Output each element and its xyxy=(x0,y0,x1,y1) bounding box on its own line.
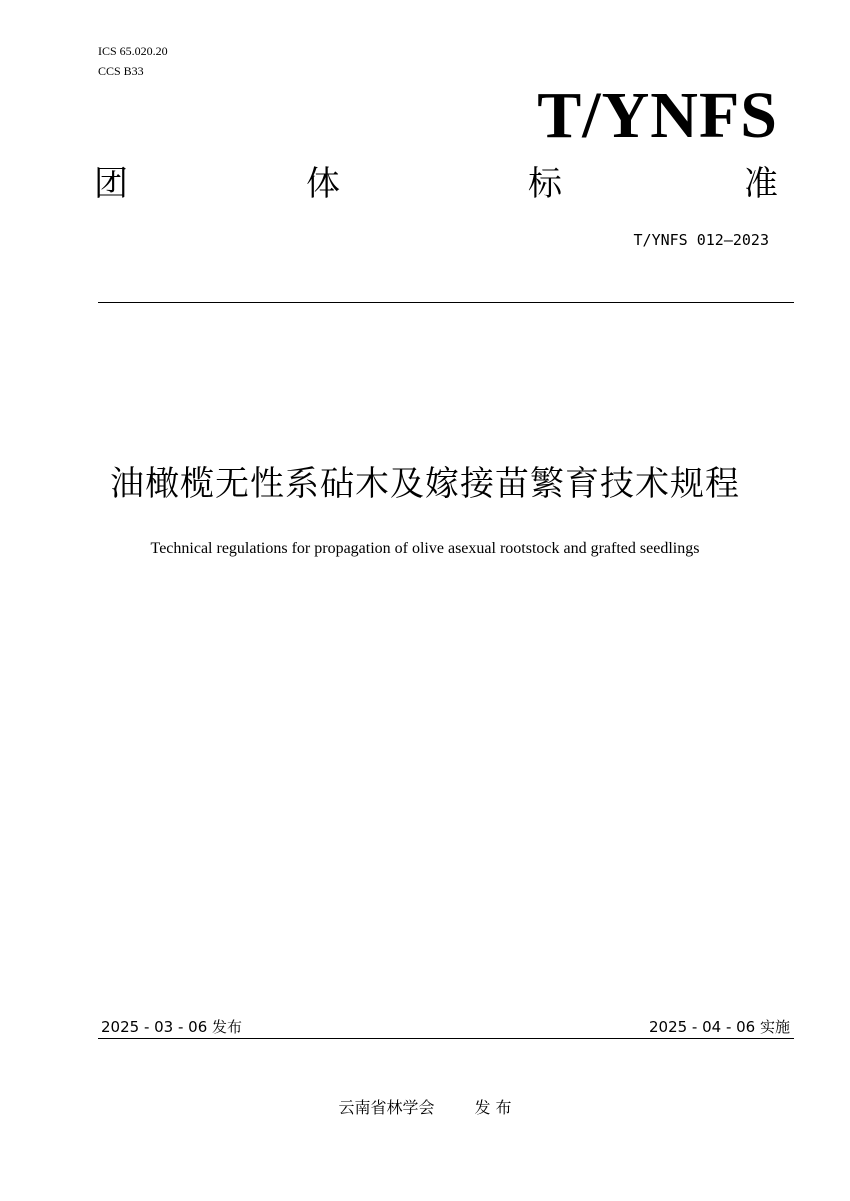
ccs-code: CCS B33 xyxy=(98,64,144,78)
document-title-english: Technical regulations for propagation of olive asexual rootstock and grafted seedlings xyxy=(150,540,700,557)
standard-number: T/YNFS 012—2023 xyxy=(633,231,769,249)
publish-date: 2025 - 03 - 06 发布 xyxy=(101,1018,243,1036)
footer-divider xyxy=(98,1038,794,1039)
standard-type-char: 准 xyxy=(744,164,778,204)
publisher-line xyxy=(0,1097,850,1119)
publisher-name: 云南省林学会 xyxy=(338,1098,435,1117)
standard-type-char: 标 xyxy=(528,164,562,204)
organization-code: T/YNFS xyxy=(537,79,778,152)
standard-type-char: 团 xyxy=(94,164,128,204)
implement-date: 2025 - 04 - 06 实施 xyxy=(648,1018,790,1036)
document-title-chinese: 油橄榄无性系砧木及嫁接苗繁育技术规程 xyxy=(110,464,740,504)
header-divider xyxy=(98,302,794,303)
publish-action: 发 布 xyxy=(474,1098,512,1117)
standard-type-char: 体 xyxy=(306,164,340,204)
ics-code: ICS 65.020.20 xyxy=(98,44,168,58)
